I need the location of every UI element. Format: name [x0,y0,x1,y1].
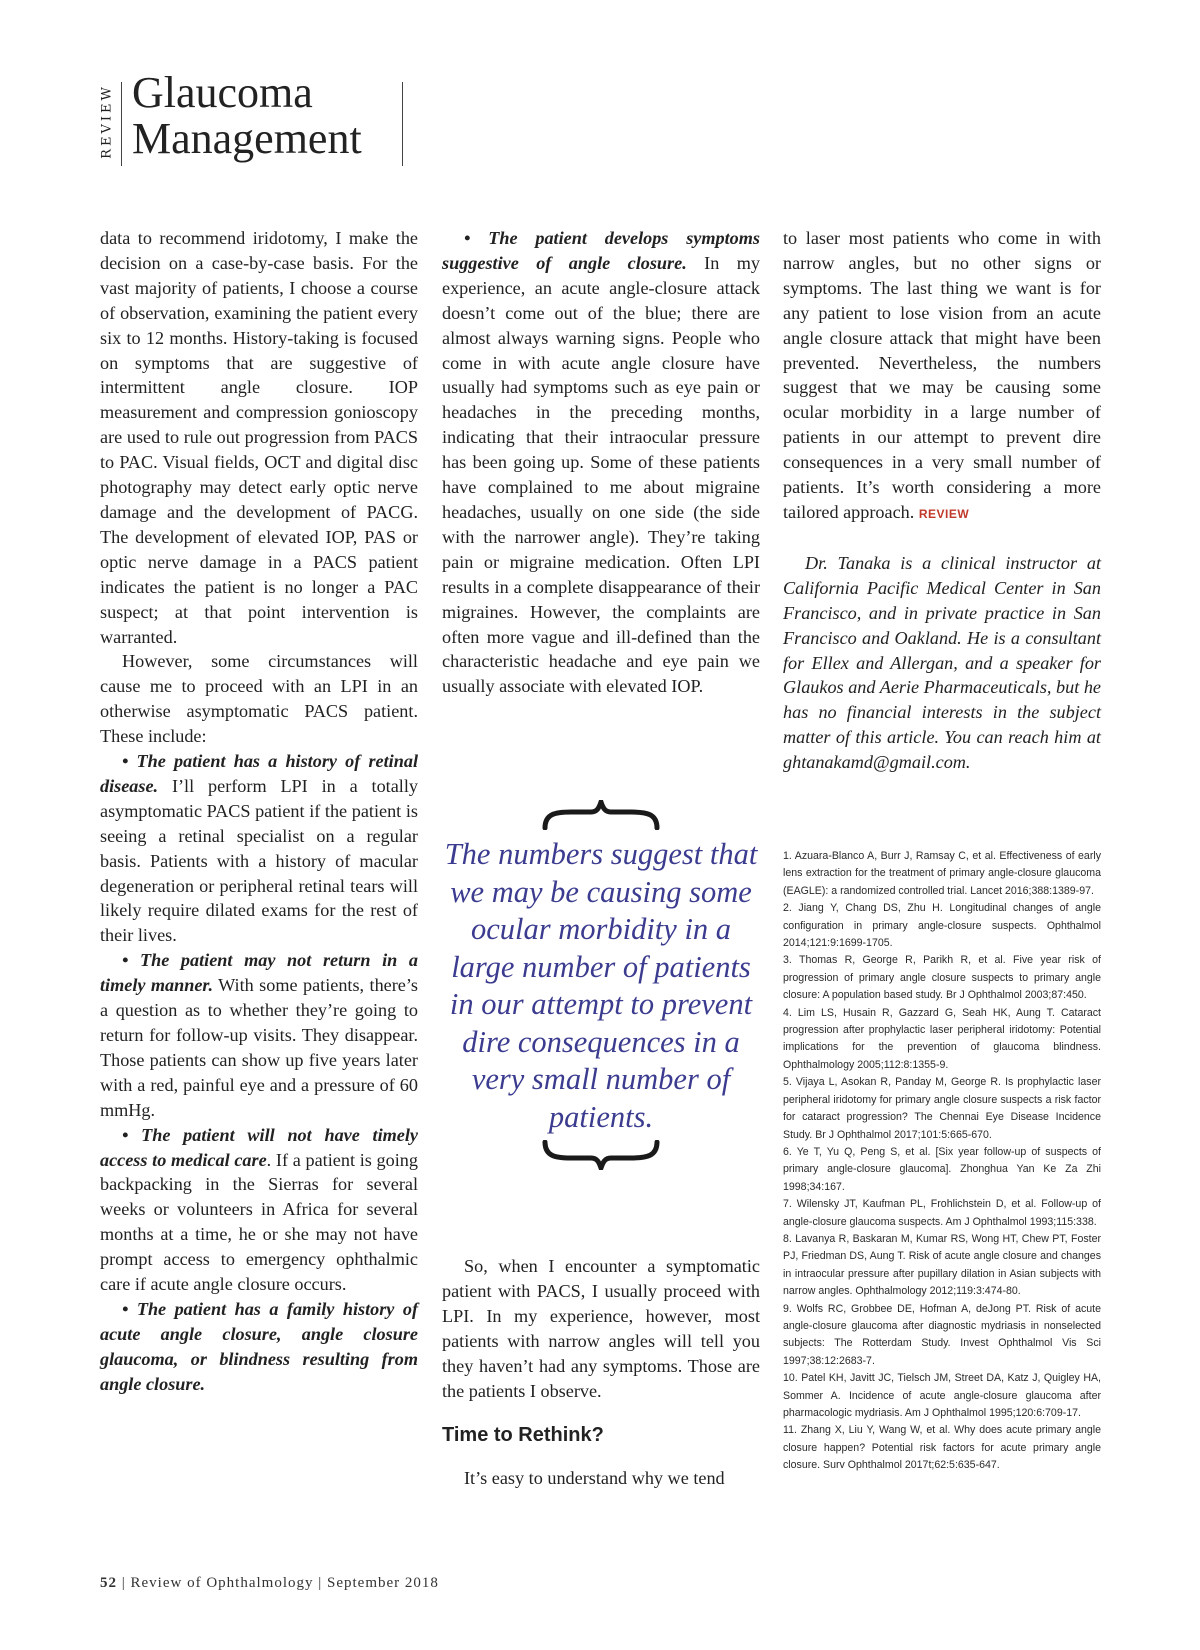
references [783,848,1101,1475]
footer-separator: | [121,1575,126,1591]
page-number: 52 [100,1575,117,1591]
reference-item: 5. Vijaya L, Asokan R, Panday M, George R. Is prophylactic laser peripheral iridotomy for primary angle closure suspects a risk factor for cataract progression? The Chennai Eye Disease Incidence Study. Br J Ophthalmol 2017;101:5:665-670. [783,1076,1101,1141]
paragraph: data to recommend iridotomy, I make the decision on a case-by-case basis. For the vast majority of patients, I choose a course of observation, examining the patient every six to 12 months. History-taking is focused on symptoms that are suggestive of intermittent angle closure. IOP measurement and compression gonioscopy are used to rule out progression from PACS to PAC. Visual fields, OCT and digital disc photography may detect early optic nerve damage and the development of PACG. The development of elevated IOP, PAS or optic nerve damage in a PACS patient indicates the patient is no longer a PAC suspect; at that point intervention is warranted. [100,228,418,647]
bullet-item [100,1123,418,1297]
bullet-text: . If a patient is going backpacking in the Sierras for several weeks or volunteers in Africa for several months at a time, he or she may not have prompt access to emergency ophthalmic care if acute angle closure occurs. [100,1149,418,1295]
bullet-lead: • The patient develops symptoms suggestive of angle closure. [442,228,760,273]
footer-separator: | [318,1575,323,1591]
column-1 [100,226,418,1397]
bullet-lead: • The patient will not have timely access to medical care [100,1124,418,1170]
reference-item: 3. Thomas R, George R, Parikh R, et al. Five year risk of progression of primary angle closure suspects to primary angle closure: A population based study. Br J Ophthalmol 2003;87:450. [783,954,1101,1002]
issue-date: September 2018 [327,1575,439,1591]
column-3 [783,226,1101,775]
bullet-text: I’ll perform LPI in a totally asymptomatic PACS patient if the patient is seeing a retinal specialist on a regular basis. Patients with a history of macular degeneration or peripheral retinal tears will likely require dilated exams for the rest of their lives. [100,775,418,946]
bullet-item [100,948,418,1122]
reference-item: 8. Lavanya R, Baskaran M, Kumar RS, Wong HT, Chew PT, Foster PJ, Friedman DS, Aung T. Risk of acute angle closure and changes in intraocular pressure after pupillary dilation in Asian subjects with narrow angles. Ophthalmology 2012;119:3:474-80. [783,1232,1101,1298]
spacer [783,527,1101,551]
section-label: REVIEW [99,84,115,159]
pull-quote [442,800,760,1170]
subheading: Time to Rethink? [442,1424,604,1447]
reference-item: 9. Wolfs RC, Grobbee DE, Hofman A, deJong PT. Risk of acute angle-closure glaucoma after diagnostic mydriasis in nonselected subjects: The Rotterdam Study. Invest Ophthalmol Vis Sci 1997;38:12:2683-7. [783,1302,1101,1367]
reference-item: 7. Wilensky JT, Kaufman PL, Frohlichstein D, et al. Follow-up of angle-closure glaucoma suspects. Am J Ophthalmol 1993;115:338. [783,1198,1101,1228]
paragraph: However, some circumstances will cause me to proceed with an LPI in an otherwise asymptomatic PACS patient. These include: [100,651,418,747]
bullet-item [100,749,418,948]
section-label-vertical [96,78,118,170]
author-bio: Dr. Tanaka is a clinical instructor at California Pacific Medical Center in San Francisco, and in private practice in San Francisco and Oakland. He is a consultant for Ellex and Allergan, and a speaker for Glaukos and Aerie Pharmaceuticals, but he has no financial interests in the subject matter of this article. You can reach him at ghtanakamd@gmail.com. [783,552,1101,773]
end-mark: REVIEW [918,506,970,521]
brace-bottom-icon [442,1140,760,1170]
pull-quote-text: The numbers suggest that we may be causing some ocular morbidity in a large number of patients in our attempt to prevent dire consequences in a very small number of patients. [444,837,758,1134]
reference-item: 10. Patel KH, Javitt JC, Tielsch JM, Street DA, Katz J, Quigley HA, Sommer A. Incidence of acute angle-closure glaucoma after pharmacologic mydriasis. Am J Ophthalmol 1995;120:6:709-17. [783,1372,1101,1419]
bullet-item [100,1297,418,1397]
bullet-lead: • The patient may not return in a timely manner. [100,950,418,996]
page-footer [100,1575,439,1592]
bullet-lead: • The patient has a history of retinal disease. [100,751,418,796]
reference-item: 2. Jiang Y, Chang DS, Zhu H. Longitudinal changes of angle configuration in primary angle-closure suspects. Ophthalmol 2014;121:9:1699-1705. [783,902,1101,950]
bullet-item [442,226,760,699]
bullet-lead: • The patient has a family history of acute angle closure, angle closure glaucoma, or blindness resulting from angle closure. [100,1298,418,1394]
brace-top-icon [442,800,760,830]
reference-item: 11. Zhang X, Liu Y, Wang W, et al. Why does acute primary angle closure happen? Potential risk factors for acute primary angle closure. Surv Ophthalmol 2017t;62:5:635-647. [783,1424,1101,1472]
title-line-1: Glaucoma [132,68,313,117]
paragraph: It’s easy to understand why we tend [464,1468,725,1489]
page-title [132,70,362,162]
reference-item: 1. Azuara-Blanco A, Burr J, Ramsay C, et al. Effectiveness of early lens extraction for the treatment of primary angle-closure glaucoma (EAGLE): a randomized controlled trial. Lancet 2016;388:1389-97. [783,850,1101,897]
paragraph-text: to laser most patients who come in with narrow angles, but no other signs or symptoms. The last thing we want is for any patient to lose vision from an acute angle closure attack that might have been prevented. Nevertheless, the numbers suggest that we may be causing some ocular morbidity in a large number of patients in our attempt to prevent dire consequences in a very small number of patients. It’s worth considering a more tailored approach. [783,228,1101,522]
bullet-text: In my experience, an acute angle-closure attack doesn’t come out of the blue; there are almost always warning signs. People who come in with acute angle closure have usually had symptoms such as eye pain or headaches in the preceding months, indicating that their intraocular pressure has been going up. Some of these patients have complained to me about migraine headaches, usually on one side (the side with the narrower angle). They’re taking pain or migraine medication. Often LPI results in a complete disappearance of their migraines. However, the complaints are often more vague and ill-defined than the characteristic headache and eye pain we usually associate with elevated IOP. [442,252,760,697]
publication-name: Review of Ophthalmology [130,1575,314,1591]
reference-item: 6. Ye T, Yu Q, Peng S, et al. [Six year follow-up of suspects of primary angle-closure glaucoma]. Zhonghua Yan Ke Za Zhi 1998;34:167. [783,1145,1101,1193]
bullet-text: With some patients, there’s a question as to whether they’re going to return for follow-up visits. They disappear. Those patients can show up five years later with a red, painful eye and a pressure of 60 mmHg. [100,975,418,1120]
header-rule-right [402,82,403,166]
paragraph [783,226,1101,527]
title-line-2: Management [132,114,362,163]
column-2-lower [442,1254,760,1491]
reference-item: 4. Lim LS, Husain R, Gazzard G, Seah HK, Aung T. Cataract progression after prophylactic laser peripheral iridotomy: Potential implications for the prevention of glaucoma blindness. Ophthalmology 2005;112:8:1355-9. [783,1006,1101,1071]
paragraph: So, when I encounter a symptomatic patient with PACS, I usually proceed with LPI. In my experience, however, most patients with narrow angles will tell you they haven’t had any symptoms. Those are the patients I observe. [442,1256,760,1401]
header-rule-left [121,82,122,166]
column-2 [442,226,760,699]
